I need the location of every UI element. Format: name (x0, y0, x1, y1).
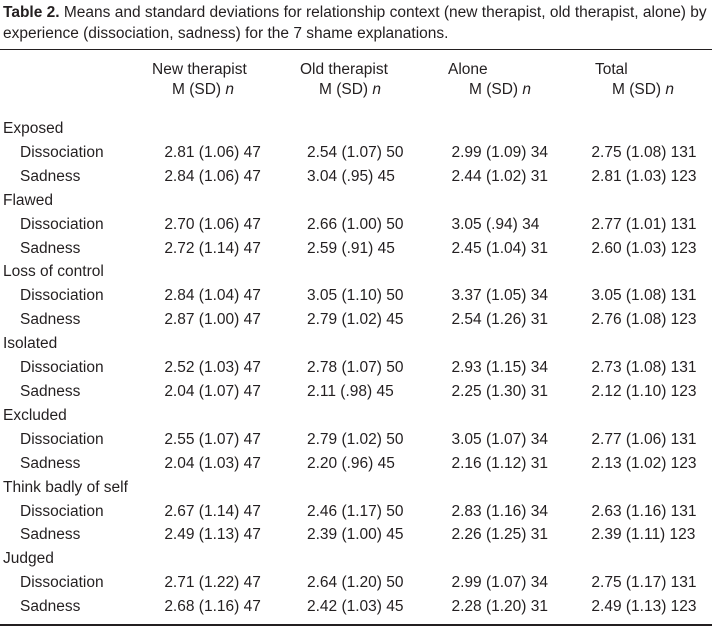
table-group-row (0, 547, 712, 571)
table-cell: 2.93 (1.15) 34 (451, 359, 548, 377)
table-row (0, 237, 712, 261)
col-header-old-therapist-title: Old therapist (300, 61, 388, 78)
group-label: Loss of control (3, 263, 104, 281)
table-row (0, 500, 712, 524)
group-label: Flawed (3, 191, 53, 209)
table-cell: 2.99 (1.09) 34 (451, 143, 548, 161)
table-cell: 2.77 (1.06) 131 (591, 430, 697, 448)
table-cell: 2.83 (1.16) 34 (451, 502, 548, 520)
table-cell: 2.52 (1.03) 47 (164, 359, 261, 377)
row-label: Sadness (20, 598, 81, 616)
table-cell: 2.64 (1.20) 50 (306, 574, 404, 592)
col-header-total-stat (612, 80, 674, 100)
table-cell: 2.67 (1.14) 47 (164, 502, 261, 520)
col-header-new-therapist-stat (172, 80, 234, 100)
table-cell: 2.78 (1.07) 50 (306, 359, 404, 377)
table-row (0, 452, 712, 476)
table-group-row (0, 260, 712, 284)
table-row (0, 595, 712, 619)
group-label: Think badly of self (3, 478, 128, 496)
table-cell: 2.54 (1.07) 50 (306, 143, 404, 161)
col-n-label: n (522, 81, 532, 98)
table-cell: 2.13 (1.02) 123 (591, 454, 697, 472)
table-row (0, 284, 712, 308)
table-cell: 2.20 (.96) 45 (306, 454, 395, 472)
table-cell: 2.46 (1.17) 50 (306, 502, 404, 520)
table-row (0, 165, 712, 189)
col-stat-label: M (SD) (469, 81, 519, 98)
table-cell: 2.26 (1.25) 31 (451, 526, 548, 544)
table-cell: 2.79 (1.02) 50 (306, 430, 404, 448)
row-label: Dissociation (20, 287, 104, 305)
table-cell: 2.81 (1.03) 123 (591, 167, 697, 185)
table-cell: 2.84 (1.06) 47 (164, 167, 261, 185)
table-group-row (0, 332, 712, 356)
table-cell: 2.99 (1.07) 34 (451, 574, 548, 592)
col-header-old-therapist-stat (319, 80, 381, 100)
table-row (0, 308, 712, 332)
table-cell: 2.04 (1.03) 47 (164, 454, 261, 472)
col-n-label: n (372, 81, 382, 98)
table-cell: 2.11 (.98) 45 (306, 382, 394, 400)
table-cell: 2.75 (1.08) 131 (591, 143, 697, 161)
table-row (0, 356, 712, 380)
col-stat-label: M (SD) (319, 81, 369, 98)
table-cell: 2.39 (1.00) 45 (306, 526, 404, 544)
table-group-row (0, 476, 712, 500)
col-header-alone-title: Alone (448, 61, 488, 78)
row-label: Sadness (20, 526, 81, 544)
group-label: Exposed (3, 120, 64, 137)
table-cell: 2.25 (1.30) 31 (451, 382, 548, 400)
table-cell: 2.68 (1.16) 47 (164, 598, 261, 616)
row-label: Dissociation (20, 143, 104, 161)
table-cell: 2.81 (1.06) 47 (164, 143, 261, 161)
table-cell: 2.76 (1.08) 123 (591, 311, 697, 329)
col-stat-label: M (SD) (172, 81, 222, 98)
table-row (0, 141, 712, 165)
col-stat-label: M (SD) (612, 81, 662, 98)
col-n-label: n (665, 81, 675, 98)
data-table (0, 117, 712, 619)
table-cell: 2.28 (1.20) 31 (451, 598, 548, 616)
table-cell: 2.54 (1.26) 31 (451, 311, 548, 329)
row-label: Sadness (20, 454, 81, 472)
col-n-label: n (225, 81, 235, 98)
table-cell: 2.49 (1.13) 123 (591, 598, 697, 616)
table-cell: 2.55 (1.07) 47 (164, 430, 261, 448)
table-caption (3, 2, 708, 44)
table-cell: 3.04 (.95) 45 (306, 167, 395, 185)
table-cell: 2.42 (1.03) 45 (306, 598, 404, 616)
table-cell: 2.77 (1.01) 131 (591, 215, 697, 233)
table-row (0, 428, 712, 452)
table-cell: 2.66 (1.00) 50 (306, 215, 404, 233)
table-cell: 2.87 (1.00) 47 (164, 311, 261, 329)
row-label: Dissociation (20, 574, 104, 592)
table-cell: 2.12 (1.10) 123 (591, 382, 697, 400)
table-cell: 3.05 (1.10) 50 (306, 287, 404, 305)
table-cell: 2.44 (1.02) 31 (451, 167, 548, 185)
table-cell: 3.05 (1.07) 34 (451, 430, 548, 448)
table-cell: 2.73 (1.08) 131 (591, 359, 697, 377)
table-row (0, 213, 712, 237)
row-label: Sadness (20, 311, 81, 329)
table-cell: 2.45 (1.04) 31 (451, 239, 548, 257)
table-group-row (0, 117, 712, 141)
bottom-rule (0, 624, 712, 626)
row-label: Dissociation (20, 359, 104, 377)
table-cell: 2.79 (1.02) 45 (306, 311, 404, 329)
table-row (0, 380, 712, 404)
table-group-row (0, 404, 712, 428)
table-cell: 3.05 (1.08) 131 (591, 287, 697, 305)
table-row (0, 571, 712, 595)
row-label: Sadness (20, 239, 81, 257)
row-label: Dissociation (20, 215, 104, 233)
table-cell: 2.59 (.91) 45 (306, 239, 395, 257)
table-cell: 2.16 (1.12) 31 (451, 454, 548, 472)
table-group-row (0, 189, 712, 213)
group-label: Isolated (3, 335, 58, 353)
row-label: Dissociation (20, 430, 104, 448)
row-label: Sadness (20, 167, 81, 185)
table-caption-text: Means and standard deviations for relationship context (new therapist, old therapist, alone) by experience (dissociation, sadness) for the 7 shame explanations. (3, 4, 707, 42)
table-cell: 2.39 (1.11) 123 (591, 526, 696, 544)
col-header-total-title: Total (595, 61, 628, 78)
table-cell: 2.70 (1.06) 47 (164, 215, 261, 233)
group-label: Excluded (3, 406, 67, 424)
table-caption-label: Table 2. (3, 4, 60, 21)
table-cell: 2.72 (1.14) 47 (164, 239, 261, 257)
table-cell: 2.75 (1.17) 131 (591, 574, 697, 592)
col-header-alone-stat (469, 80, 531, 100)
table-cell: 2.60 (1.03) 123 (591, 239, 697, 257)
col-header-new-therapist-title: New therapist (152, 61, 247, 78)
row-label: Sadness (20, 382, 81, 400)
top-rule (0, 49, 712, 50)
table-cell: 3.37 (1.05) 34 (451, 287, 548, 305)
group-label: Judged (3, 550, 54, 568)
table-row (0, 523, 712, 547)
table-cell: 2.63 (1.16) 131 (591, 502, 697, 520)
table-cell: 2.71 (1.22) 47 (164, 574, 261, 592)
table-cell: 2.04 (1.07) 47 (164, 382, 261, 400)
table-cell: 3.05 (.94) 34 (451, 215, 540, 233)
table-cell: 2.84 (1.04) 47 (164, 287, 261, 305)
row-label: Dissociation (20, 502, 104, 520)
table-cell: 2.49 (1.13) 47 (164, 526, 261, 544)
